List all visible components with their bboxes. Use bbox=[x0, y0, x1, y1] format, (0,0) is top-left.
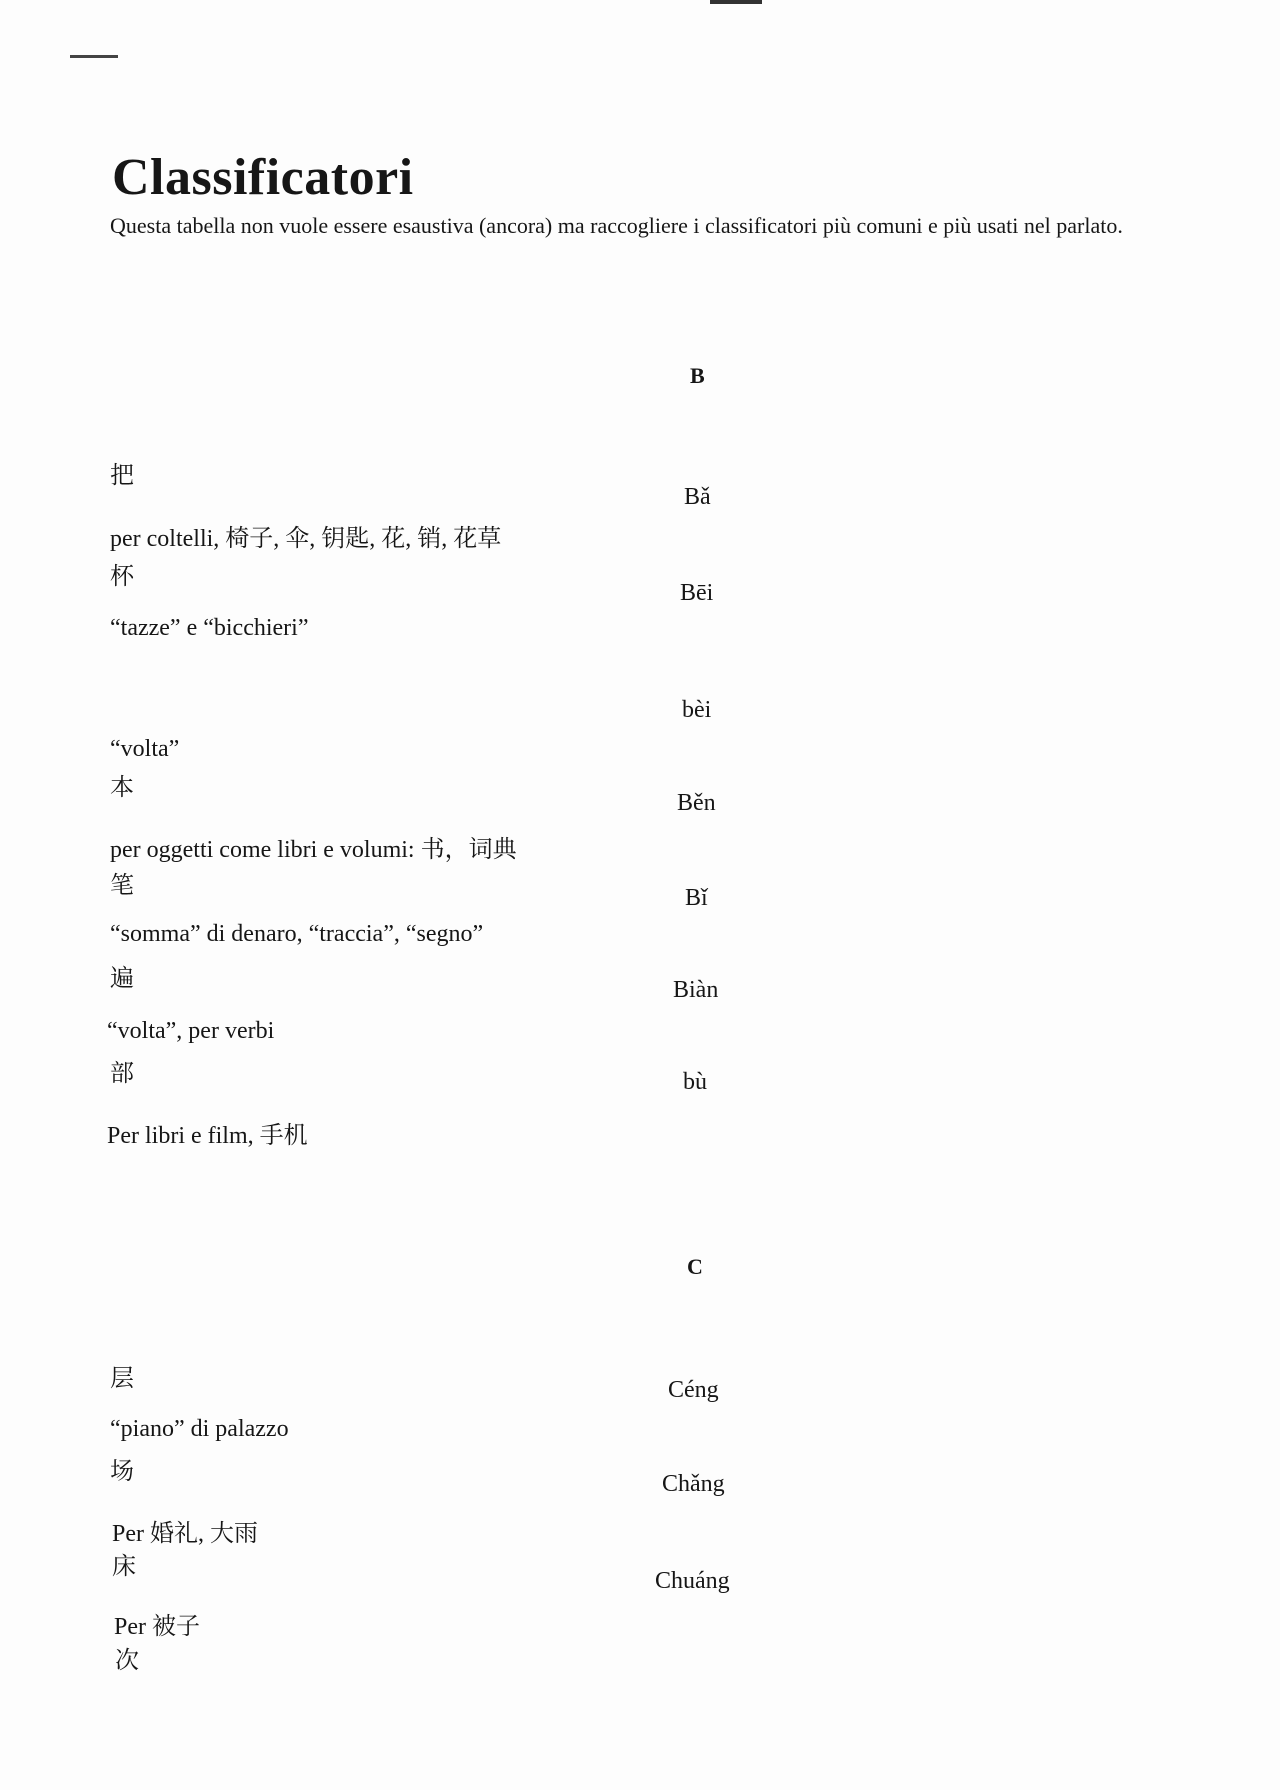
intro-paragraph: Questa tabella non vuole essere esaustiva (ancora) ma raccogliere i classificatori più comuni e più usati nel parlato. bbox=[110, 213, 1123, 238]
pinyin-ba: Bǎ bbox=[684, 484, 711, 510]
pinyin-bian: Biàn bbox=[673, 977, 719, 1003]
desc-bi: “somma” di denaro, “traccia”, “segno” bbox=[110, 921, 484, 947]
desc-ceng: “piano” di palazzo bbox=[110, 1416, 289, 1442]
pinyin-chang: Chǎng bbox=[662, 1471, 725, 1497]
desc-bei-volta: “volta” bbox=[110, 736, 180, 762]
scan-mark-left bbox=[70, 55, 118, 58]
pinyin-ceng: Céng bbox=[668, 1377, 719, 1403]
desc-chang: Per 婚礼, 大雨 bbox=[112, 1521, 258, 1547]
desc-bian: “volta”, per verbi bbox=[107, 1018, 275, 1044]
classifier-char-ci: 次 bbox=[115, 1648, 139, 1674]
pinyin-bi: Bǐ bbox=[685, 885, 708, 911]
pinyin-ben: Běn bbox=[677, 790, 716, 816]
desc-chuang: Per 被子 bbox=[114, 1614, 200, 1640]
classifier-char-ben: 本 bbox=[110, 775, 134, 801]
classifier-char-bian: 遍 bbox=[110, 966, 134, 992]
classifier-char-bei: 杯 bbox=[110, 564, 134, 590]
section-heading-b: B bbox=[690, 363, 705, 388]
scan-mark-top bbox=[710, 0, 762, 4]
desc-bei: “tazze” e “bicchieri” bbox=[110, 615, 309, 641]
pinyin-bei: Bēi bbox=[680, 580, 714, 606]
classifier-char-chang: 场 bbox=[110, 1459, 134, 1485]
classifier-char-bu: 部 bbox=[110, 1061, 134, 1087]
desc-bu: Per libri e film, 手机 bbox=[107, 1123, 308, 1149]
classifier-char-chuang: 床 bbox=[112, 1554, 136, 1580]
pinyin-bu: bù bbox=[683, 1069, 707, 1095]
classifier-char-bi: 笔 bbox=[110, 873, 134, 899]
classifier-char-ba: 把 bbox=[110, 463, 134, 489]
classifier-char-ceng: 层 bbox=[110, 1366, 134, 1392]
desc-ba: per coltelli, 椅子, 伞, 钥匙, 花, 销, 花草 bbox=[110, 526, 502, 552]
desc-ben: per oggetti come libri e volumi: 书，词典 bbox=[110, 837, 517, 863]
pinyin-bei-volta: bèi bbox=[682, 697, 712, 723]
section-heading-c: C bbox=[687, 1254, 703, 1279]
pinyin-chuang: Chuáng bbox=[655, 1568, 730, 1594]
page-title: Classificatori bbox=[112, 149, 414, 206]
